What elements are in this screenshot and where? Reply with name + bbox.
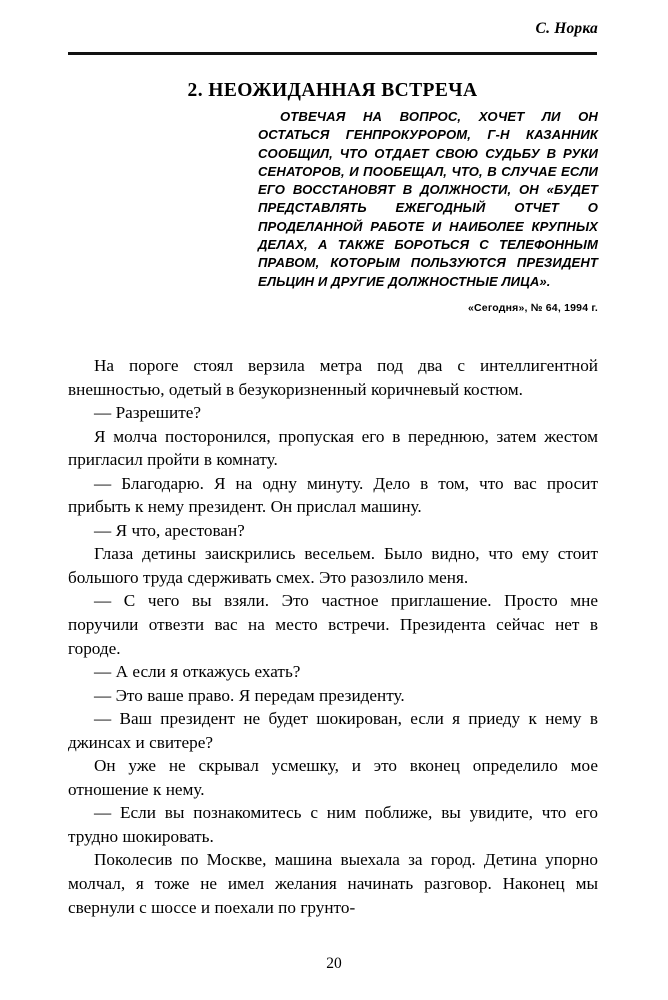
- body-paragraph: — А если я откажусь ехать?: [94, 662, 301, 682]
- body-paragraph: — Это ваше право. Я передам президенту.: [94, 685, 405, 705]
- body-paragraph: — Разрешите?: [94, 403, 201, 423]
- body-paragraph: — Благодарю. Я на одну минуту. Дело в том, что вас просит прибыть к нему президент. Он прислал машину.: [68, 473, 598, 517]
- epigraph-text: ОТВЕЧАЯ НА ВОПРОС, ХОЧЕТ ЛИ ОН ОСТАТЬСЯ ГЕНПРОКУРОРОМ, Г-Н КАЗАННИК СООБЩИЛ, ЧТО ОТДАЕТ СВОЮ СУДЬБУ В РУКИ СЕНАТОРОВ, И ПООБЕЩАЛ, ЧТО, В СЛУЧАЕ ЕСЛИ ЕГО ВОССТАНОВЯТ В ДОЛЖНОСТИ, ОН «БУДЕТ ПРЕДСТАВЛЯТЬ ЕЖЕГОДНЫЙ ОТЧЕТ О ПРОДЕЛАННОЙ РАБОТЕ И НАИБОЛЕЕ КРУПНЫХ ДЕЛАХ, А ТАКЖЕ БОРОТЬСЯ С ТЕЛЕФОННЫМ ПРАВОМ, КОТОРЫМ ПОЛЬЗУЮТСЯ ПРЕЗИДЕНТ ЕЛЬЦИН И ДРУГИЕ ДОЛЖНОСТНЫЕ ЛИЦА».: [258, 109, 598, 289]
- running-head: С. Норка: [535, 20, 598, 37]
- chapter-title: 2. НЕОЖИДАННАЯ ВСТРЕЧА: [187, 80, 478, 102]
- header-rule: [68, 52, 597, 55]
- body-paragraph: Глаза детины заискрились весельем. Было видно, что ему стоит большого труда сдерживать смех. Это разозлило меня.: [68, 544, 598, 587]
- body-paragraph: — Я что, арестован?: [94, 520, 245, 540]
- body-text: [68, 354, 598, 919]
- body-paragraph: — С чего вы взяли. Это частное приглашение. Просто мне поручили отвезти вас на место встречи. Президента сейчас нет в городе.: [68, 591, 598, 658]
- body-paragraph: Я молча посторонился, пропуская его в переднюю, затем жестом пригласил пройти в комнату.: [68, 426, 598, 470]
- body-paragraph: Поколесив по Москве, машина выехала за город. Детина упорно молчал, я тоже не имел желания начинать разговор. Наконец мы свернули с шоссе и поехали по грунто-: [68, 850, 598, 917]
- epigraph-block: [258, 108, 598, 315]
- page-number: 20: [326, 955, 342, 972]
- body-paragraph: — Если вы познакомитесь с ним поближе, вы увидите, что его трудно шокировать.: [68, 803, 598, 846]
- body-paragraph: — Ваш президент не будет шокирован, если я приеду к нему в джинсах и свитере?: [68, 709, 598, 752]
- body-paragraph: На пороге стоял верзила метра под два с интеллигентной внешностью, одетый в безукоризненный коричневый костюм.: [68, 356, 598, 399]
- epigraph-source: «Сегодня», № 64, 1994 г.: [467, 301, 598, 314]
- body-paragraph: Он уже не скрывал усмешку, и это вконец определило мое отношение к нему.: [68, 756, 598, 799]
